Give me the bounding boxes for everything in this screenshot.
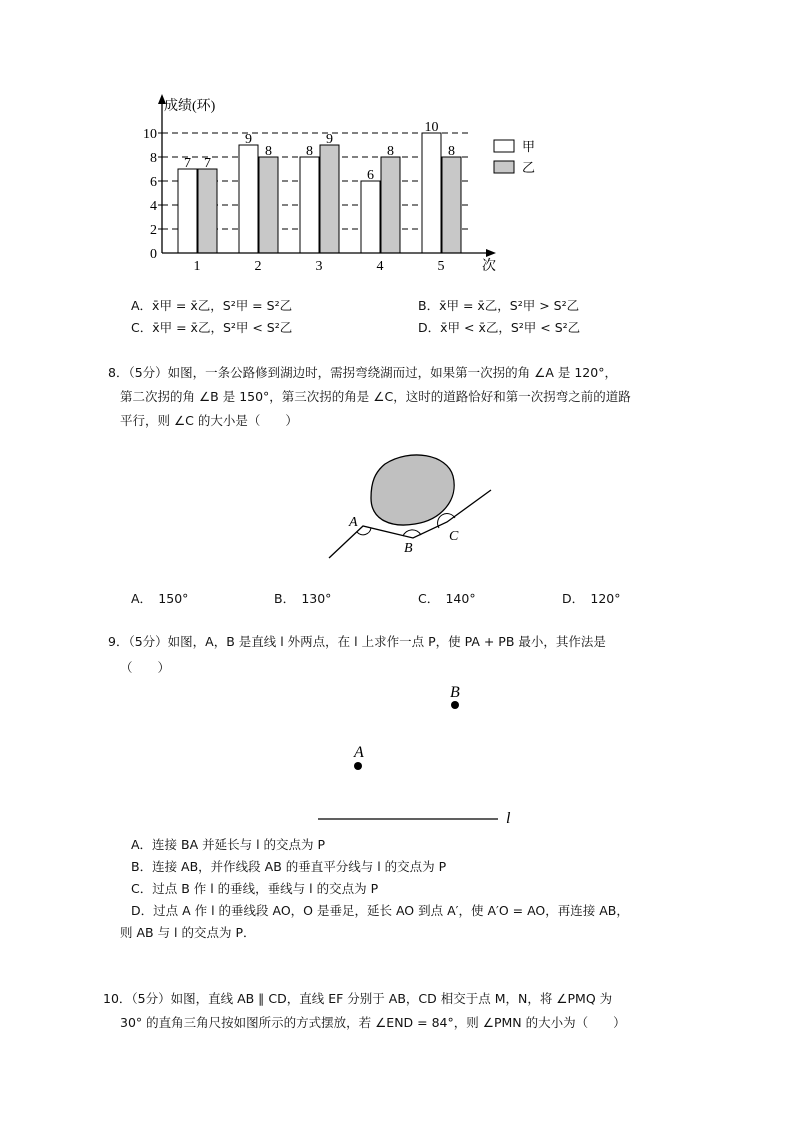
bar-value-label: 8: [387, 144, 394, 159]
q9-stem-line1: 9．（5分）如图，A，B 是直线 l 外两点，在 l 上求作一点 P，使 PA + PB 最小，其作法是: [108, 634, 606, 649]
label-line-l: l: [506, 810, 511, 827]
label-point-b: B: [450, 684, 460, 701]
y-tick-label: 6: [150, 175, 157, 190]
bar-value-label: 9: [326, 132, 333, 147]
lake-road-figure: [325, 450, 500, 565]
x-tick-label: 4: [376, 259, 384, 274]
q9-option-d-line1[interactable]: D．过点 A 作 l 的垂线段 AO，O 是垂足，延长 AO 到点 A′，使 A′O = AO，再连接 AB，: [131, 903, 629, 918]
x-axis-label: 次: [482, 259, 496, 274]
legend-label-jia: 甲: [522, 139, 536, 154]
q8-stem-line1: 8．（5分）如图，一条公路修到湖边时，需拐弯绕湖而过，如果第一次拐的角 ∠A 是 120°，: [108, 365, 617, 380]
bar-jia-1: [178, 169, 197, 253]
bar-yi-1: [198, 169, 217, 253]
q9-option-d-line2: 则 AB 与 l 的交点为 P．: [120, 925, 256, 940]
q9-stem-line2: （ ）: [120, 660, 171, 675]
q9-option-b[interactable]: B．连接 AB，并作线段 AB 的垂直平分线与 l 的交点为 P: [131, 859, 447, 874]
label-b: B: [404, 541, 413, 556]
q10-stem-line2: 30° 的直角三角尺按如图所示的方式摆放，若 ∠END = 84°，则 ∠PMN 的大小为（ ）: [120, 1015, 626, 1030]
y-tick-label: 2: [150, 223, 157, 238]
bar-value-label: 7: [204, 156, 211, 171]
q7-option-a[interactable]: A．x̄甲 = x̄乙，S²甲 = S²乙: [131, 298, 293, 313]
q8-option-d[interactable]: D． 120°: [562, 591, 621, 606]
q7-option-b[interactable]: B．x̄甲 = x̄乙，S²甲 > S²乙: [418, 298, 580, 313]
bar-yi-3: [320, 145, 339, 253]
legend-label-yi: 乙: [522, 160, 536, 175]
legend-swatch-yi: [494, 161, 514, 173]
bar-value-label: 8: [448, 144, 455, 159]
bar-jia-4: [361, 181, 380, 253]
q8-option-a[interactable]: A． 150°: [131, 591, 189, 606]
bar-yi-4: [381, 157, 400, 253]
x-tick-label: 2: [254, 259, 262, 274]
q7-option-c[interactable]: C．x̄甲 = x̄乙，S²甲 < S²乙: [131, 320, 293, 335]
label-point-a: A: [354, 744, 364, 761]
bar-value-label: 10: [424, 120, 439, 135]
bar-value-label: 7: [184, 156, 191, 171]
point-line-figure: [310, 680, 530, 830]
y-axis-label: 成绩(环): [164, 99, 216, 114]
y-tick-label: 4: [150, 199, 157, 214]
q7-option-d[interactable]: D．x̄甲 < x̄乙，S²甲 < S²乙: [418, 320, 581, 335]
q8-stem-line3: 平行，则 ∠C 的大小是（ ）: [120, 413, 298, 428]
bar-value-label: 8: [306, 144, 313, 159]
bar-value-label: 9: [245, 132, 252, 147]
score-bar-chart: [130, 90, 550, 280]
bar-jia-3: [300, 157, 319, 253]
y-tick-label: 10: [143, 127, 157, 142]
label-a: A: [349, 515, 358, 530]
q8-option-b[interactable]: B． 130°: [274, 591, 332, 606]
x-tick-label: 1: [193, 259, 201, 274]
q9-option-c[interactable]: C．过点 B 作 l 的垂线，垂线与 l 的交点为 P: [131, 881, 379, 896]
label-c: C: [449, 529, 459, 544]
lake: [371, 455, 454, 525]
x-tick-label: 5: [437, 259, 445, 274]
x-tick-label: 3: [315, 259, 323, 274]
bar-jia-5: [422, 133, 441, 253]
bar-yi-5: [442, 157, 461, 253]
bar-value-label: 8: [265, 144, 272, 159]
point-a: [354, 762, 362, 770]
bar-value-label: 6: [367, 168, 374, 183]
q8-stem-line2: 第二次拐的角 ∠B 是 150°，第三次拐的角是 ∠C，这时的道路恰好和第一次拐弯之前的道路: [120, 389, 631, 404]
y-tick-label: 0: [150, 247, 157, 262]
point-b: [451, 701, 459, 709]
y-tick-label: 8: [150, 151, 157, 166]
legend-swatch-jia: [494, 140, 514, 152]
bar-jia-2: [239, 145, 258, 253]
x-axis-arrow: [486, 249, 496, 257]
q9-option-a[interactable]: A．连接 BA 并延长与 l 的交点为 P: [131, 837, 326, 852]
bar-yi-2: [259, 157, 278, 253]
q8-option-c[interactable]: C． 140°: [418, 591, 476, 606]
q10-stem-line1: 10．（5分）如图，直线 AB ∥ CD，直线 EF 分别于 AB，CD 相交于点 M，N，将 ∠PMQ 为: [103, 991, 613, 1006]
